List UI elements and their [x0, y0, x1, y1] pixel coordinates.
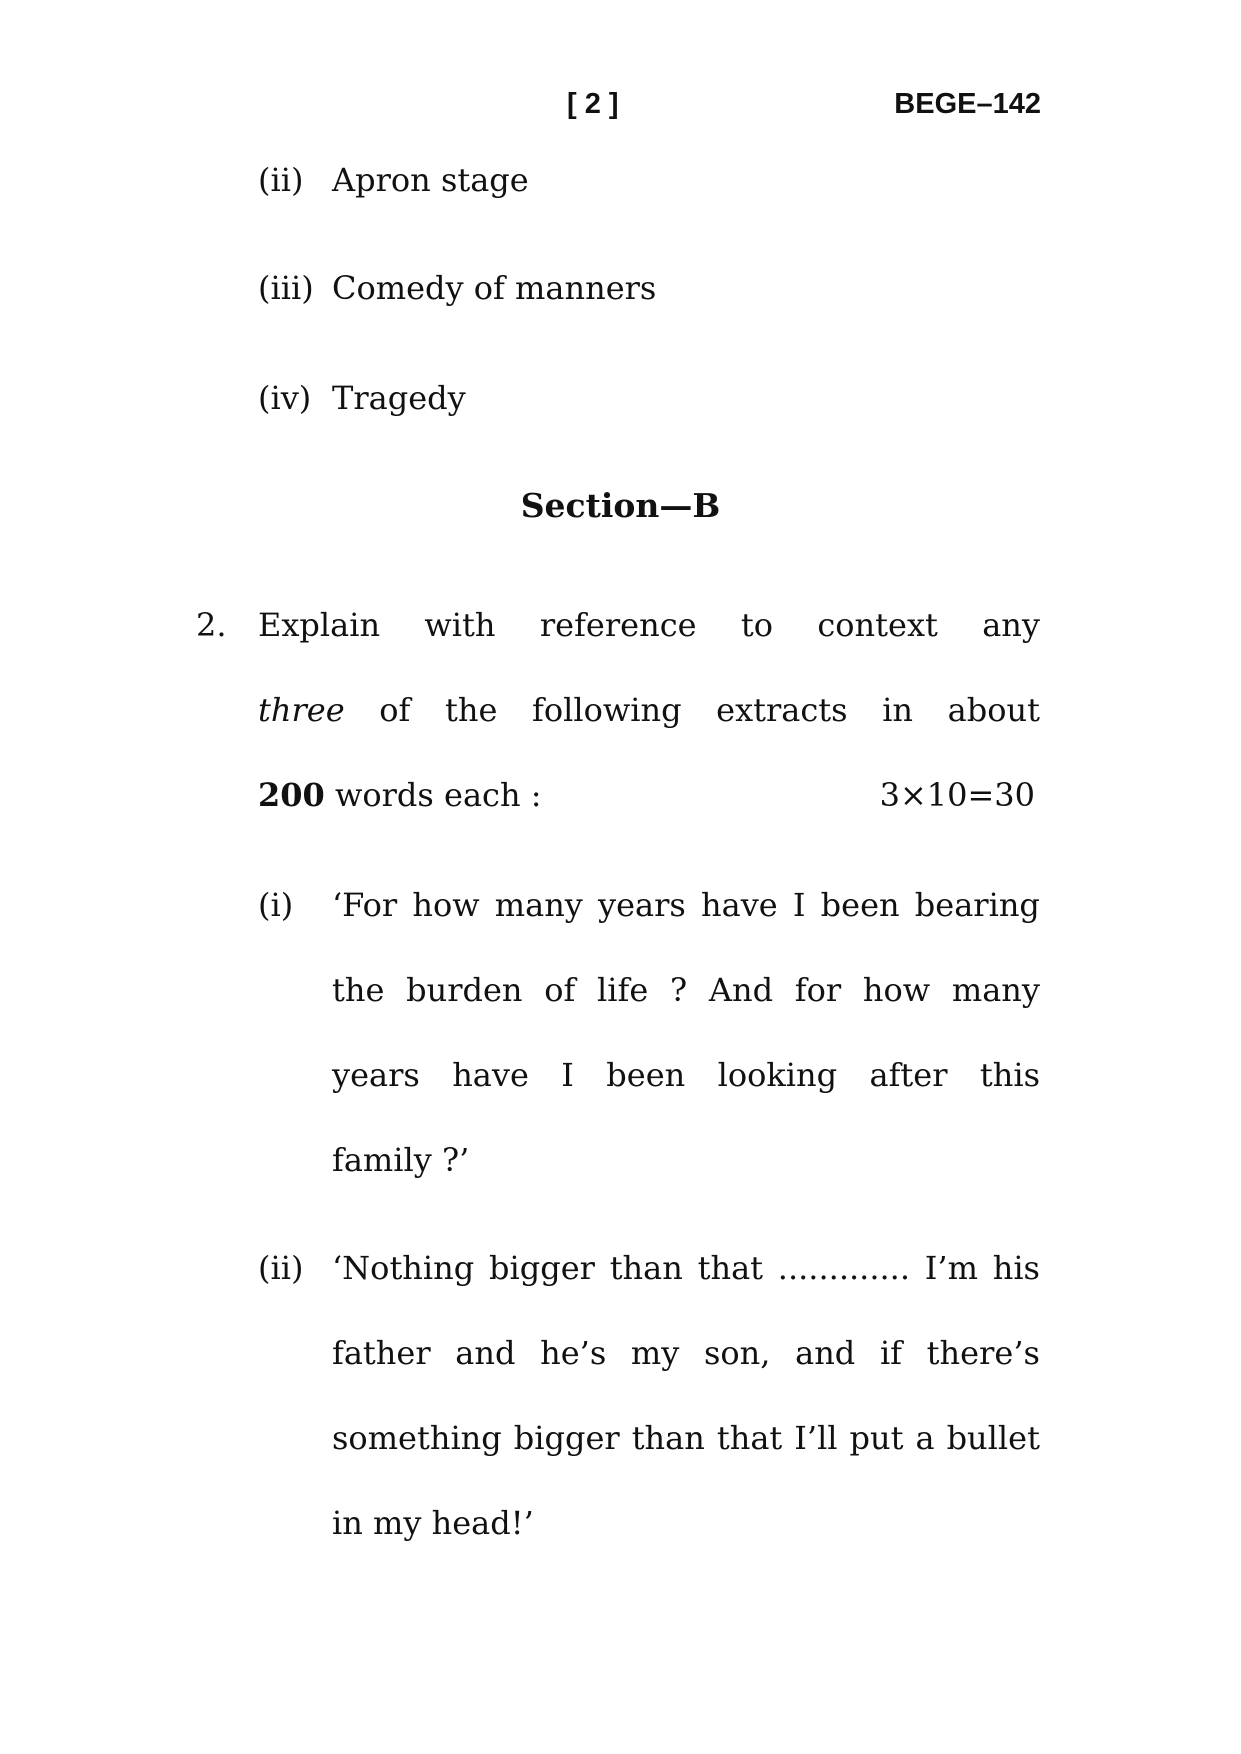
word: have	[452, 1056, 529, 1094]
question-number: 2.	[196, 606, 227, 644]
word: with	[424, 606, 496, 644]
extract-line	[332, 970, 1040, 1010]
extract-line	[332, 1418, 1040, 1458]
word: this	[979, 1056, 1040, 1094]
paper-code: BEGE–142	[894, 88, 1041, 120]
item-text: Tragedy	[332, 379, 466, 417]
word: after	[869, 1056, 948, 1094]
word: and	[455, 1334, 516, 1372]
word: ?	[670, 971, 688, 1009]
word: extracts	[716, 691, 848, 729]
extract-number: (ii)	[258, 1249, 304, 1287]
word: have	[701, 886, 778, 924]
word: any	[982, 606, 1040, 644]
word: that	[716, 1419, 783, 1457]
word: .............	[777, 1249, 911, 1287]
item-number: (ii)	[258, 161, 304, 199]
word: of	[379, 691, 411, 729]
word: and	[795, 1334, 856, 1372]
word: the	[444, 691, 498, 729]
word: bullet	[946, 1419, 1040, 1457]
section-heading: Section—B	[520, 486, 721, 525]
question-line-2	[258, 690, 1040, 730]
word: years	[598, 886, 686, 924]
word: that	[697, 1249, 764, 1287]
word: reference	[539, 606, 697, 644]
word: I’ll	[794, 1419, 838, 1457]
word: many	[494, 886, 583, 924]
item-number: (iv)	[258, 379, 312, 417]
word: how	[862, 971, 931, 1009]
word: father	[332, 1334, 431, 1372]
word: bigger	[489, 1249, 595, 1287]
word: life	[597, 971, 649, 1009]
word: his	[992, 1249, 1040, 1287]
word: my	[630, 1334, 680, 1372]
word: many	[951, 971, 1040, 1009]
word: I	[792, 886, 806, 924]
word: of	[544, 971, 576, 1009]
word: son,	[703, 1334, 771, 1372]
word: than	[631, 1419, 705, 1457]
word: ‘For	[332, 886, 398, 924]
question-line-3	[258, 775, 542, 815]
word: about	[947, 691, 1040, 729]
word: there’s	[926, 1334, 1040, 1372]
word: looking	[717, 1056, 838, 1094]
word: how	[412, 886, 480, 924]
emphasis-word: three	[258, 691, 345, 729]
extract-last-line: in my head!’	[332, 1504, 534, 1542]
word: to	[740, 606, 774, 644]
item-text: Comedy of manners	[332, 269, 657, 307]
word: for	[794, 971, 842, 1009]
page-number: [ 2 ]	[567, 88, 619, 120]
word: a	[915, 1419, 935, 1457]
word: than	[609, 1249, 683, 1287]
word: something	[332, 1419, 502, 1457]
word: ‘Nothing	[332, 1249, 475, 1287]
word: if	[879, 1334, 903, 1372]
item-text: Apron stage	[332, 161, 529, 199]
word: in	[882, 691, 914, 729]
word: Explain	[258, 606, 381, 644]
word: bearing	[914, 886, 1040, 924]
word: burden	[406, 971, 523, 1009]
word: I’m	[924, 1249, 978, 1287]
extract-line	[332, 1333, 1040, 1373]
word: following	[531, 691, 682, 729]
word-count: 200	[258, 776, 325, 814]
word: the	[332, 971, 385, 1009]
word: been	[606, 1056, 686, 1094]
word: I	[561, 1056, 574, 1094]
extract-line	[332, 885, 1040, 925]
word: bigger	[513, 1419, 620, 1457]
question-text: words each :	[334, 776, 542, 814]
word: put	[849, 1419, 904, 1457]
word: he’s	[540, 1334, 607, 1372]
extract-last-line: family ?’	[332, 1141, 470, 1179]
marks: 3×10=30	[879, 776, 1035, 814]
question-line-1	[258, 605, 1040, 645]
word: been	[820, 886, 900, 924]
extract-line	[332, 1055, 1040, 1095]
word: years	[332, 1056, 420, 1094]
word: context	[817, 606, 938, 644]
word: And	[708, 971, 774, 1009]
extract-line	[332, 1248, 1040, 1288]
extract-number: (i)	[258, 886, 294, 924]
item-number: (iii)	[258, 269, 314, 307]
